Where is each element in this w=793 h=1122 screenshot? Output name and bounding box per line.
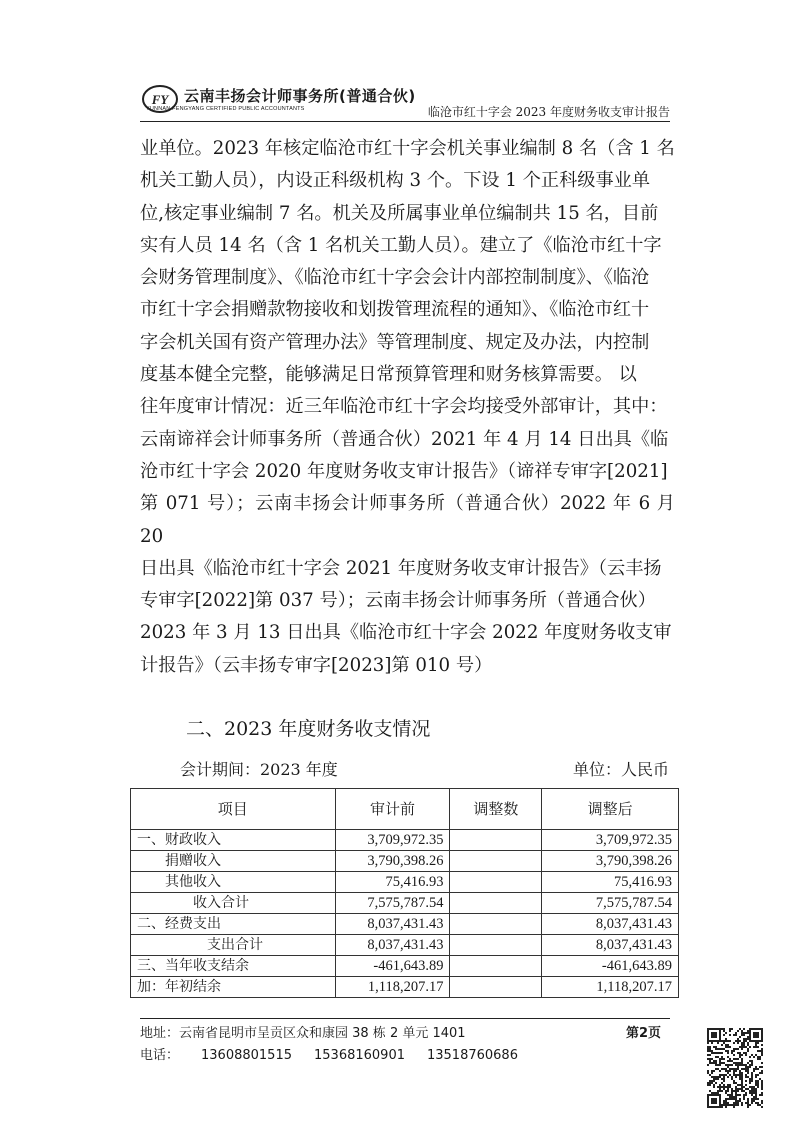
- section-title: 二、2023 年度财务收支情况: [186, 718, 431, 740]
- row-label: 一、财政收入: [131, 830, 336, 851]
- value-after-audit: 3,790,398.26: [542, 851, 679, 872]
- paragraph-line: 度基本健全完整，能够满足日常预算管理和财务核算需要。 以: [140, 364, 637, 386]
- firm-name-en: YUNNAN FENGYANG CERTIFIED PUBLIC ACCOUNTANTS: [146, 106, 305, 112]
- letterhead: [140, 82, 670, 122]
- value-after-audit: 3,709,972.35: [542, 830, 679, 851]
- paragraph-line: 日出具《临沧市红十字会 2021 年度财务收支审计报告》（云丰扬: [140, 557, 662, 579]
- value-before-audit: 3,790,398.26: [335, 851, 450, 872]
- value-adjustment: [450, 893, 542, 914]
- report-title: 临沧市红十字会 2023 年度财务收支审计报告: [427, 105, 670, 119]
- row-label: 其他收入: [131, 872, 336, 893]
- paragraph-line: 会财务管理制度》、《临沧市红十字会会计内部控制制度》、《临沧: [140, 267, 650, 289]
- accounting-period: 会计期间：2023 年度: [180, 760, 338, 779]
- value-before-audit: 3,709,972.35: [335, 830, 450, 851]
- value-after-audit: -461,643.89: [542, 956, 679, 977]
- table-row: [131, 935, 679, 956]
- column-header-before-audit: 审计前: [335, 789, 450, 830]
- value-before-audit: 75,416.93: [335, 872, 450, 893]
- value-before-audit: 8,037,431.43: [335, 935, 450, 956]
- table-row: [131, 893, 679, 914]
- paragraph-line: 字会机关国有资产管理办法》等管理制度、规定及办法，内控制: [140, 331, 650, 353]
- column-header-adjustment: 调整数: [450, 789, 542, 830]
- paragraph-line: 市红十字会捐赠款物接收和划拨管理流程的通知》、《临沧市红十: [140, 299, 650, 321]
- logo-text: FY: [151, 92, 169, 107]
- financial-table: [130, 788, 679, 998]
- value-adjustment: [450, 872, 542, 893]
- value-after-audit: 75,416.93: [542, 872, 679, 893]
- paragraph-line: 实有人员 14 名（含 1 名机关工勤人员）。建立了《临沧市红十字: [140, 234, 662, 256]
- value-after-audit: 1,118,207.17: [542, 977, 679, 998]
- table-row: [131, 914, 679, 935]
- table-row: [131, 830, 679, 851]
- paragraph-line: 第 071 号）；云南丰扬会计师事务所（普通合伙）2022 年 6 月 20: [140, 493, 675, 547]
- value-before-audit: 7,575,787.54: [335, 893, 450, 914]
- value-after-audit: 7,575,787.54: [542, 893, 679, 914]
- footer-phones: [140, 1044, 540, 1063]
- value-after-audit: 8,037,431.43: [542, 914, 679, 935]
- currency-unit: 单位：人民币: [572, 760, 669, 779]
- header-divider: [140, 121, 670, 122]
- value-adjustment: [450, 956, 542, 977]
- phone-number: 15368160901: [314, 1048, 405, 1063]
- phone-label: 电话：: [140, 1048, 180, 1063]
- value-adjustment: [450, 935, 542, 956]
- paragraph-line: 2023 年 3 月 13 日出具《临沧市红十字会 2022 年度财务收支审: [140, 622, 672, 644]
- value-adjustment: [450, 914, 542, 935]
- phone-number: 13518760686: [426, 1048, 518, 1063]
- column-header-item: 项目: [131, 789, 336, 830]
- value-adjustment: [450, 830, 542, 851]
- qr-code: [707, 1028, 763, 1108]
- value-before-audit: 8,037,431.43: [335, 914, 450, 935]
- footer-address: 地址：云南省昆明市呈贡区众和康园 38 栋 2 单元 1401: [140, 1026, 466, 1041]
- table-row: [131, 872, 679, 893]
- footer-divider: [140, 1018, 670, 1019]
- value-adjustment: [450, 851, 542, 872]
- paragraph-line: 云南谛祥会计师事务所（普通合伙）2021 年 4 月 14 日出具《临: [140, 428, 669, 450]
- table-row: [131, 851, 679, 872]
- table-header-row: [131, 789, 679, 830]
- value-adjustment: [450, 977, 542, 998]
- row-label: 二、经费支出: [131, 914, 336, 935]
- table-row: [131, 977, 679, 998]
- row-label: 捐赠收入: [131, 851, 336, 872]
- paragraph-line: 位,核定事业编制 7 名。机关及所属事业单位编制共 15 名，目前: [140, 202, 659, 224]
- table-row: [131, 956, 679, 977]
- value-before-audit: 1,118,207.17: [335, 977, 450, 998]
- page-number: 第2页: [626, 1026, 662, 1041]
- paragraph-line: 沧市红十字会 2020 年度财务收支审计报告》（谛祥专审字[2021]: [140, 460, 668, 482]
- paragraph-line: 往年度审计情况：近三年临沧市红十字会均接受外部审计，其中：: [140, 396, 668, 418]
- phone-number: 13608801515: [201, 1048, 292, 1063]
- firm-name-cn: 云南丰扬会计师事务所(普通合伙): [184, 87, 416, 105]
- value-after-audit: 8,037,431.43: [542, 935, 679, 956]
- paragraph-line: 机关工勤人员），内设正科级机构 3 个。下设 1 个正科级事业单: [140, 170, 651, 192]
- row-label: 支出合计: [131, 935, 336, 956]
- column-header-after-audit: 调整后: [542, 789, 679, 830]
- paragraph-line: 计报告》（云丰扬专审字[2023]第 010 号）: [140, 654, 493, 676]
- paragraph-line: 业单位。2023 年核定临沧市红十字会机关事业编制 8 名（含 1 名: [140, 138, 675, 159]
- body-paragraph: [140, 133, 675, 682]
- paragraph-line: 专审字[2022]第 037 号）；云南丰扬会计师事务所（普通合伙）: [140, 590, 656, 612]
- row-label: 加：年初结余: [131, 977, 336, 998]
- row-label: 三、当年收支结余: [131, 956, 336, 977]
- value-before-audit: -461,643.89: [335, 956, 450, 977]
- row-label: 收入合计: [131, 893, 336, 914]
